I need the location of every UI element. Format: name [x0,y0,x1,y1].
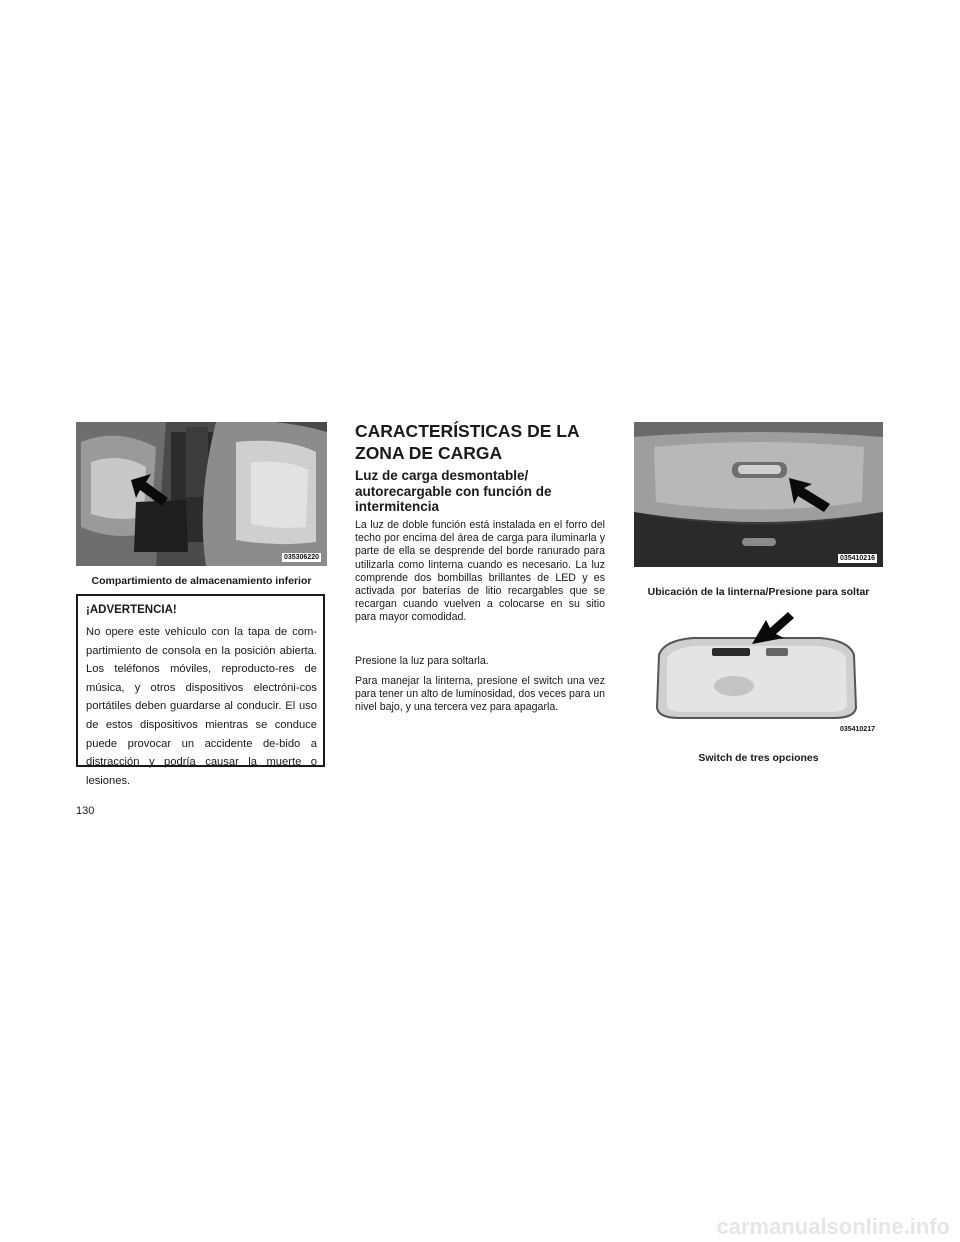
storage-compartment-image [76,422,327,566]
watermark: carmanualsonline.info [716,1214,950,1239]
paragraph: Presione la luz para soltarla. [355,655,489,667]
paragraph: La luz de doble función está instalada en el forro del techo por encima del área de carga para iluminarla y parte de ella se desprende del borde ranurado para utilizarla como linterna cuando es necesario. La luz comprende dos bombillas brillantes de LED y es activada por baterías de litio recargables que se recargan cuando vuelven a colocarse en su sitio para mayor comodidad. [355,519,605,624]
warning-title: ¡ADVERTENCIA! [86,604,177,616]
figure-code: 035410217 [839,726,875,733]
paragraph: Para manejar la linterna, presione el switch una vez para tener un alto de luminosidad, dos veces para un nivel bajo, y una tercera vez para apagarla. [355,675,605,714]
section-heading: CARACTERÍSTICAS DE LA ZONA DE CARGA [355,421,579,463]
figure-code: 035410216 [839,555,875,562]
warning-box [76,594,325,787]
page-number: 130 [76,805,95,817]
lamp-location-image [634,422,883,567]
warning-body: No opere este vehículo con la tapa de com-partimiento de consola en la posición abierta. Los teléfonos móviles, reproducto-res de música, y otros dispositivos electróni-cos portátiles deben guardarse al conducir. El uso de estos dispositivos mientras se conduce puede provocar un accidente de-bido a distracción y podría causar la muerte o lesiones. [86,626,317,787]
figure-caption: Switch de tres opciones [698,752,819,764]
section-subheading: Luz de carga desmontable/ autorecargable con función de intermitencia [355,468,552,514]
figure-caption: Compartimiento de almacenamiento inferior [91,575,312,587]
figure-code: 035306220 [283,554,319,561]
figure-caption: Ubicación de la linterna/Presione para soltar [647,586,870,598]
switch-image [634,610,883,740]
